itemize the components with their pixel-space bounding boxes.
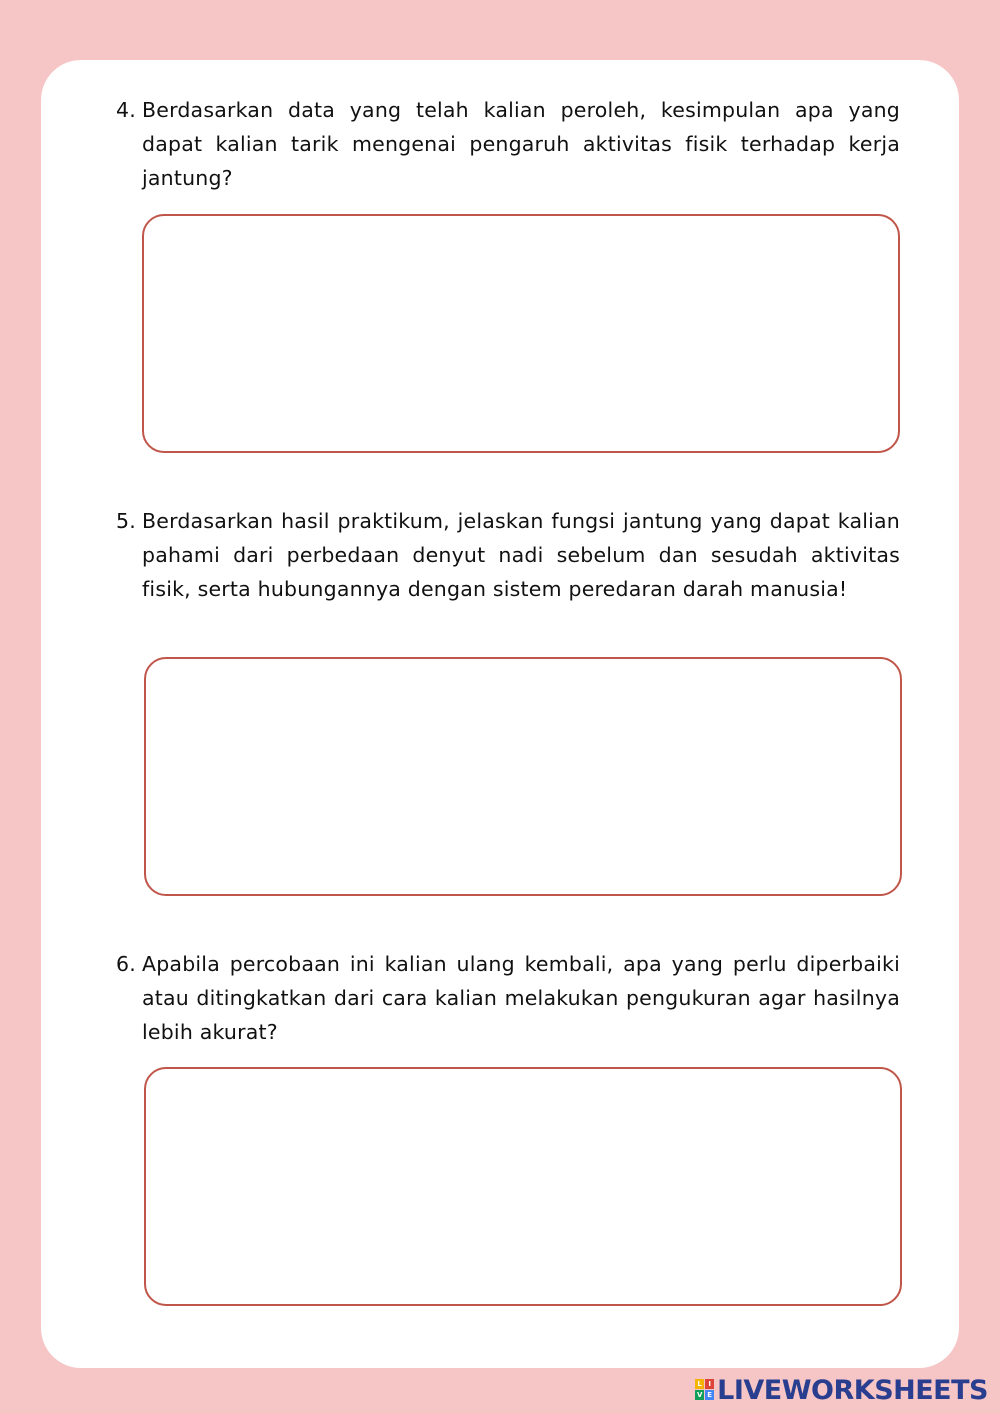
logo-letter-i: I <box>705 1379 714 1389</box>
question-5 <box>116 504 900 606</box>
question-text: Berdasarkan hasil praktikum, jelaskan fungsi jantung yang dapat kalian pahami dari perbedaan denyut nadi sebelum dan sesudah aktivitas fisik, serta hubungannya dengan sistem peredaran darah manusia! <box>142 509 900 601</box>
answer-box-4[interactable] <box>142 214 900 453</box>
question-number: 5. <box>116 509 136 533</box>
logo-letter-l: L <box>695 1379 704 1389</box>
question-number: 6. <box>116 952 136 976</box>
answer-box-5[interactable] <box>144 657 902 896</box>
logo-letter-v: V <box>696 1391 703 1399</box>
logo-letter-e: E <box>705 1390 714 1400</box>
liveworksheets-logo-icon <box>695 1379 715 1401</box>
liveworksheets-logo[interactable] <box>695 1375 988 1405</box>
question-text: Berdasarkan data yang telah kalian peroleh, kesimpulan apa yang dapat kalian tarik mengenai pengaruh aktivitas fisik terhadap kerja jantung? <box>142 98 900 190</box>
answer-box-6[interactable] <box>144 1067 902 1306</box>
question-number: 4. <box>116 98 136 122</box>
logo-text: LIVEWORKSHEETS <box>717 1374 988 1406</box>
question-4 <box>116 93 900 195</box>
question-6 <box>116 947 900 1049</box>
question-text: Apabila percobaan ini kalian ulang kembali, apa yang perlu diperbaiki atau ditingkatkan dari cara kalian melakukan pengukuran agar hasilnya lebih akurat? <box>142 952 900 1044</box>
